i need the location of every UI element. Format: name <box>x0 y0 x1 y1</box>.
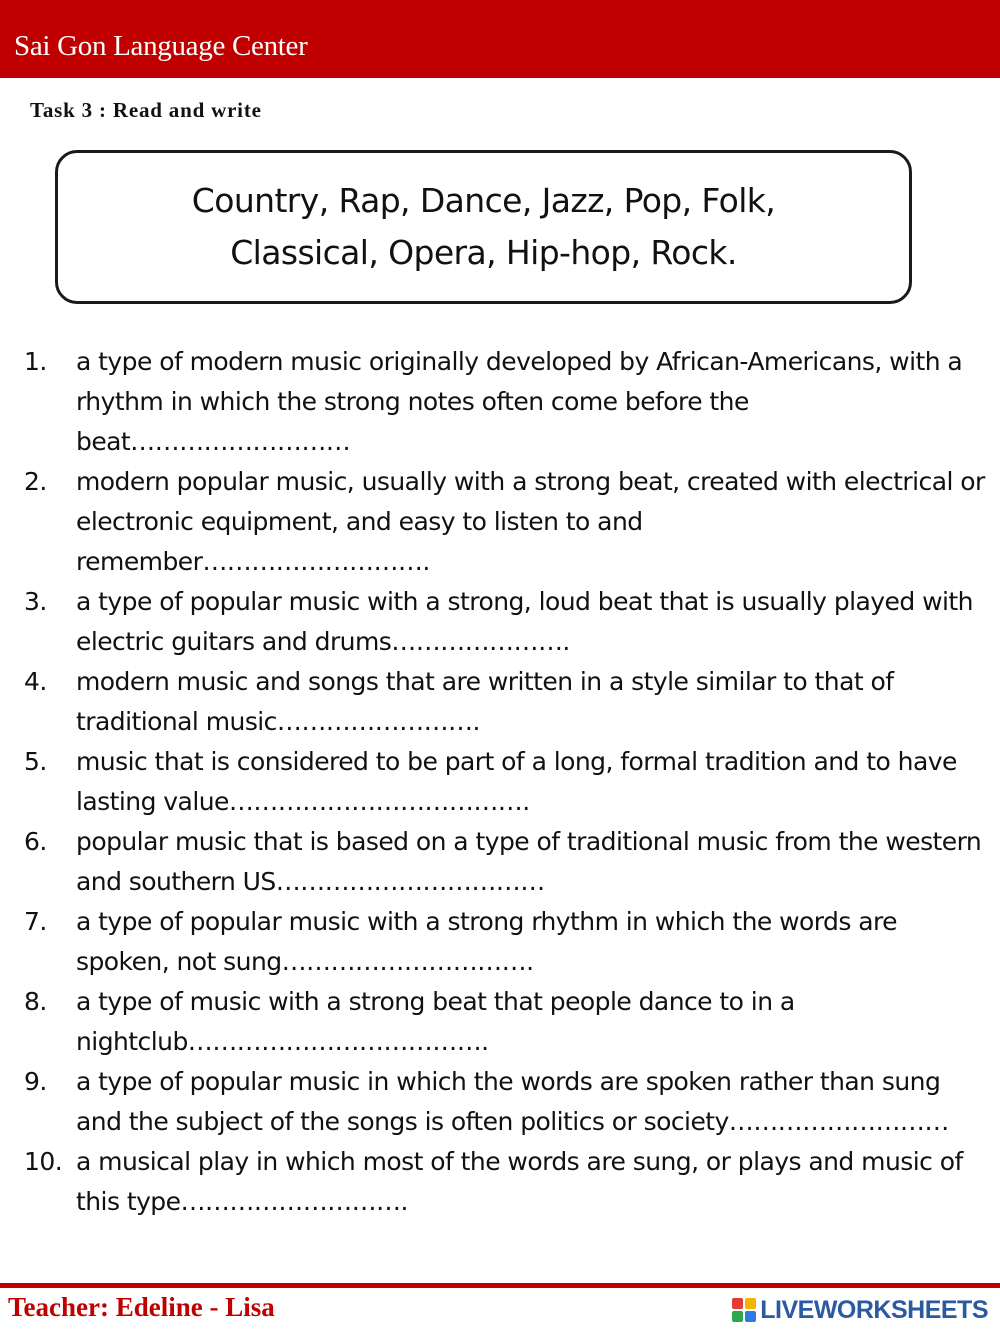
liveworksheets-wordmark: LIVEWORKSHEETS <box>760 1295 988 1324</box>
question-text: a type of popular music in which the words are spoken rather than sung and the subject of the songs is often politics or society……………………… <box>76 1067 949 1136</box>
word-bank-line-2: Classical, Opera, Hip-hop, Rock. <box>230 233 737 272</box>
question-item <box>24 342 992 462</box>
liveworksheets-brand[interactable] <box>732 1294 988 1326</box>
question-item <box>24 662 992 742</box>
question-text: modern music and songs that are written in a style similar to that of traditional music……………………. <box>76 667 894 736</box>
question-text: a type of popular music with a strong, loud beat that is usually played with electric guitars and drums…………………. <box>76 587 973 656</box>
question-item <box>24 1142 992 1222</box>
question-item <box>24 902 992 982</box>
question-list <box>24 342 992 1222</box>
question-number: 3. <box>24 587 47 616</box>
question-item <box>24 462 992 582</box>
question-item <box>24 1062 992 1142</box>
question-number: 5. <box>24 747 47 776</box>
question-item <box>24 982 992 1062</box>
word-bank-line-1: Country, Rap, Dance, Jazz, Pop, Folk, <box>191 181 776 220</box>
question-number: 4. <box>24 667 47 696</box>
header-bar <box>0 0 1000 78</box>
question-text: a type of music with a strong beat that people dance to in a nightclub………………………………. <box>76 987 795 1056</box>
question-text: popular music that is based on a type of traditional music from the western and southern US…………………………… <box>76 827 982 896</box>
question-number: 7. <box>24 907 47 936</box>
question-item <box>24 742 992 822</box>
task-title: Task 3 : Read and write <box>30 98 262 122</box>
question-text: a type of popular music with a strong rhythm in which the words are spoken, not sung…………………………. <box>76 907 898 976</box>
question-text: modern popular music, usually with a strong beat, created with electrical or electronic equipment, and easy to listen to and remember………………………. <box>76 467 985 576</box>
liveworksheets-logo-icon <box>732 1298 756 1322</box>
question-item <box>24 582 992 662</box>
question-text: a type of modern music originally developed by African-Americans, with a rhythm in which the strong notes often come before the beat……………………… <box>76 347 963 456</box>
center-title: Sai Gon Language Center <box>14 30 308 62</box>
question-item <box>24 822 992 902</box>
word-bank-box <box>55 150 912 304</box>
question-number: 9. <box>24 1067 47 1096</box>
teacher-credit: Teacher: Edeline - Lisa <box>8 1292 275 1322</box>
question-number: 6. <box>24 827 47 856</box>
question-number: 10. <box>24 1147 63 1176</box>
question-text: a musical play in which most of the words are sung, or plays and music of this type………………………. <box>76 1147 963 1216</box>
footer-divider <box>0 1283 1000 1288</box>
question-number: 1. <box>24 347 47 376</box>
question-text: music that is considered to be part of a long, formal tradition and to have lasting value………………………………. <box>76 747 957 816</box>
question-number: 8. <box>24 987 47 1016</box>
question-number: 2. <box>24 467 47 496</box>
